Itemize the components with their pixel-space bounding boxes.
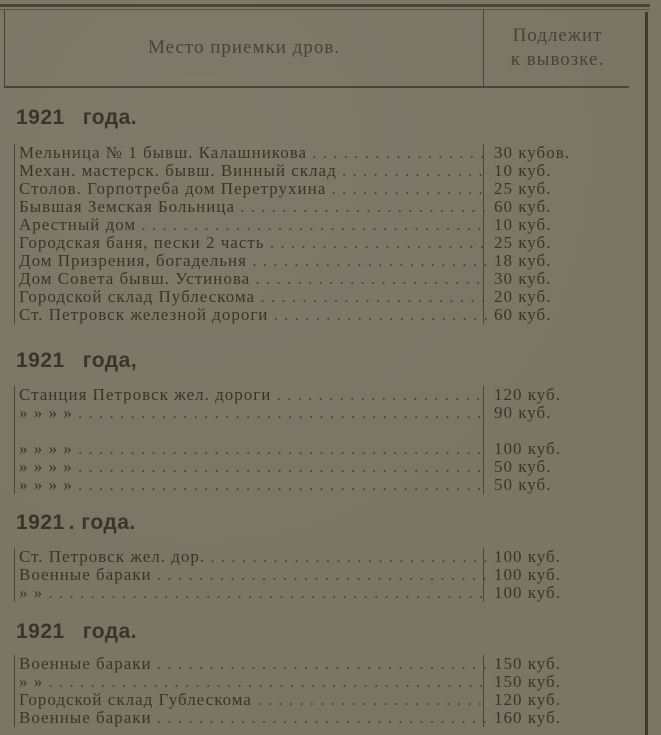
- section-label: года,: [82, 349, 138, 372]
- row-qty: 90 куб.: [483, 404, 623, 422]
- row-qty: 160 куб.: [483, 709, 623, 727]
- row-place: » » » » . . .: [19, 440, 487, 458]
- row-qty: 25 куб.: [483, 180, 623, 198]
- section-title: [16, 346, 640, 376]
- table-row: [15, 288, 640, 306]
- row-qty: 60 куб.: [483, 198, 623, 216]
- section-label: года.: [82, 620, 138, 643]
- table-row: [15, 404, 640, 422]
- table-row: [15, 270, 640, 288]
- row-place: Механ. мастерск. бывш. Винный склад . . .: [19, 162, 487, 180]
- table-row: [15, 566, 640, 584]
- row-place: Арестный дом . . .: [19, 216, 487, 234]
- table-row: [15, 584, 640, 602]
- row-place: Столов. Горпотреба дом Перетрухина . . .: [19, 180, 487, 198]
- row-qty: 60 куб.: [483, 306, 623, 324]
- table-row: [15, 216, 640, 234]
- table-row: [15, 655, 640, 673]
- table-row: [15, 144, 640, 162]
- row-qty: 120 куб.: [483, 691, 623, 709]
- table-row: [15, 691, 640, 709]
- row-qty: 100 куб.: [483, 584, 623, 602]
- row-place: Ст. Петровск железной дороги . . .: [19, 306, 487, 324]
- section-year: 1921: [16, 106, 65, 129]
- section-rows: [14, 386, 640, 494]
- table-row-blank: [15, 422, 640, 440]
- section-title: [16, 103, 640, 133]
- row-qty: 150 куб.: [483, 673, 623, 691]
- table-row: [15, 476, 640, 494]
- section-rows: [14, 144, 640, 324]
- section-4: [0, 617, 640, 727]
- row-qty: 100 куб.: [483, 548, 623, 566]
- section-1: [0, 103, 640, 324]
- section-2: [0, 346, 640, 494]
- row-place: Военные бараки . . .: [19, 709, 487, 727]
- section-3: [0, 508, 640, 602]
- section-label: . года.: [68, 511, 136, 534]
- row-qty: 100 куб.: [483, 440, 623, 458]
- row-qty: 50 куб.: [483, 458, 623, 476]
- row-qty: 30 куб.: [483, 270, 623, 288]
- table-row: [15, 673, 640, 691]
- row-qty: 20 куб.: [483, 288, 623, 306]
- table-row: [15, 180, 640, 198]
- row-qty: 10 куб.: [483, 216, 623, 234]
- row-place: » » » » . . .: [19, 458, 487, 476]
- section-year: 1921: [16, 620, 65, 643]
- header-place-column: Место приемки дров.: [5, 10, 484, 86]
- section-rows: [14, 548, 640, 602]
- table-row: [15, 709, 640, 727]
- right-column-rule: [645, 12, 648, 735]
- row-qty: 50 куб.: [483, 476, 623, 494]
- table-row: [15, 234, 640, 252]
- table-row: [15, 548, 640, 566]
- top-rule: [0, 4, 650, 7]
- row-place: Дом Призрения, богадельня . . .: [19, 252, 487, 270]
- row-place: » » . . .: [19, 584, 487, 602]
- row-place: » » » » . . .: [19, 404, 487, 422]
- table-row: [15, 252, 640, 270]
- row-qty: [483, 422, 623, 440]
- row-place: Ст. Петровск жел. дор. . . .: [19, 548, 487, 566]
- row-qty: 10 куб.: [483, 162, 623, 180]
- section-year: 1921: [16, 349, 65, 372]
- row-place: Дом Совета бывш. Устинова . . .: [19, 270, 487, 288]
- row-place: Военные бараки . . .: [19, 566, 487, 584]
- row-place: Городской склад Публескома . . .: [19, 288, 487, 306]
- row-place: Мельница № 1 бывш. Калашникова . . .: [19, 144, 487, 162]
- section-label: года.: [82, 106, 138, 129]
- table-row: [15, 440, 640, 458]
- row-qty: 18 куб.: [483, 252, 623, 270]
- table-row: [15, 386, 640, 404]
- header-amount-column: [485, 10, 630, 86]
- row-qty: 120 куб.: [483, 386, 623, 404]
- row-qty: 25 куб.: [483, 234, 623, 252]
- row-place: Военные бараки . . .: [19, 655, 487, 673]
- table-header: [4, 10, 629, 88]
- section-year: 1921: [16, 511, 65, 534]
- section-rows: [14, 655, 640, 727]
- header-amount-line1: Подлежит: [512, 25, 603, 46]
- table-row: [15, 198, 640, 216]
- row-place: Бывшая Земская Больница . . .: [19, 198, 487, 216]
- row-place: Городской склад Гублескома . . .: [19, 691, 487, 709]
- header-amount-line2: к вывозке.: [510, 49, 605, 70]
- table-row: [15, 306, 640, 324]
- row-place: » » . . .: [19, 673, 487, 691]
- row-place: Городская баня, пески 2 часть . . .: [19, 234, 487, 252]
- row-qty: 30 кубов.: [483, 144, 623, 162]
- row-qty: 150 куб.: [483, 655, 623, 673]
- table-row: [15, 458, 640, 476]
- table-row: [15, 162, 640, 180]
- section-title: [16, 508, 640, 538]
- row-place: » » » » . . .: [19, 476, 487, 494]
- row-qty: 100 куб.: [483, 566, 623, 584]
- section-title: [16, 617, 640, 647]
- row-place: Станция Петровск жел. дороги . . .: [19, 386, 487, 404]
